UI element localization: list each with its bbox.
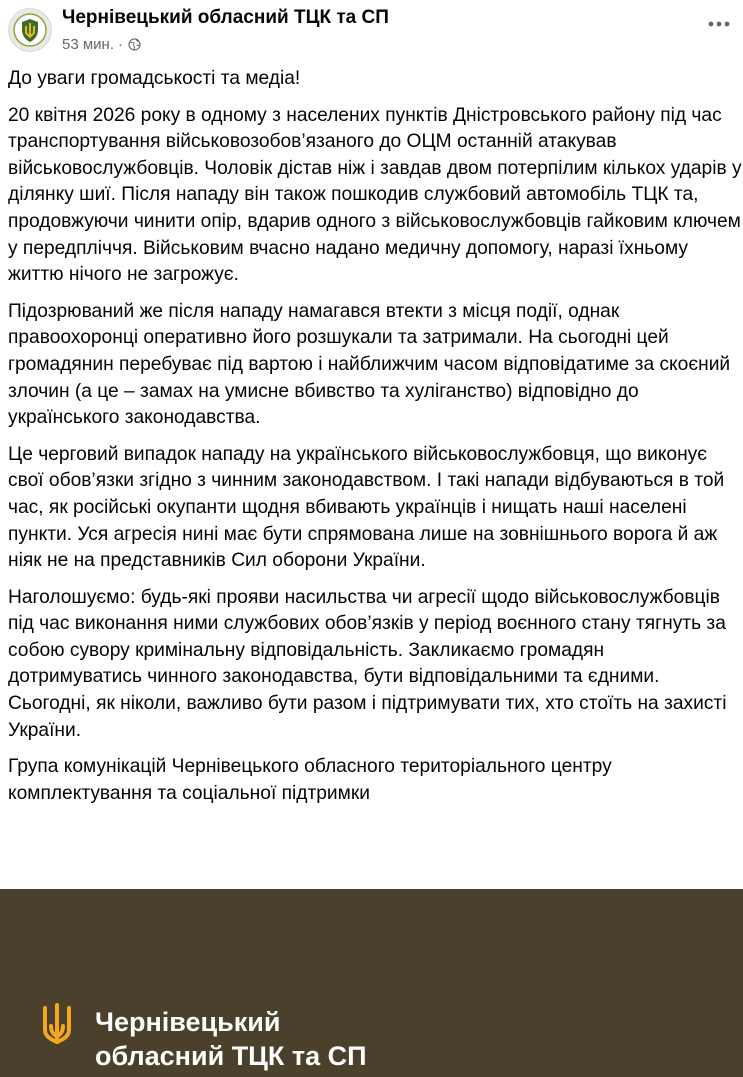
post-paragraph: Підозрюваний же після нападу намагався втекти з місця події, однак правоохоронці оперативно його розшукали та затримали. На сьогодні цей громадянин перебуває під вартою і найближчим часом відповідатиме за скоєний злочин (а це – замах на умисне вбивство та хуліганство) відповідно до українського законодавства. [8,300,731,429]
post-image-banner[interactable] [0,889,743,1077]
meta-separator: · [118,36,123,53]
banner-line-2: обласний ТЦК та СП [95,1041,367,1071]
page-name-link[interactable]: Чернівецький обласний ТЦК та СП [62,7,389,28]
post-paragraph: До уваги громадськості та медіа! [8,68,301,89]
post-paragraph: Група комунікацій Чернівецького обласного територіального центру комплектування та соціальної підтримки [8,756,612,804]
post-meta [62,36,141,53]
trident-icon [40,1002,74,1048]
more-options-button[interactable] [703,10,735,38]
page-avatar[interactable] [8,8,52,52]
banner-title [95,1005,367,1073]
post-paragraph: Наголошуємо: будь-які прояви насильства чи агресії щодо військовослужбовців під час виконання ними службових обов’язків у період воєнного стану тягнуть за собою сувору кримінальну відповідальність. Закликаємо громадян дотримуватись чинного законодавства, бути відповідальними та єдними. Сьогодні, як ніколи, важливо бути разом і підтримувати тих, хто стоїть на захисті України. [8,586,727,741]
trident-emblem-icon [13,13,47,47]
globe-icon[interactable] [128,38,141,51]
more-horizontal-icon [708,21,730,27]
post-timestamp[interactable]: 53 мин. [62,36,114,53]
post-paragraph: Це черговий випадок нападу на українського військовослужбовця, що виконує свої обов’язки згідно з чинним законодавством. І такі напади відбуваються в той час, як російські окупанти щодня вбивають українців і нищать наші населені пункти. Уся агресія нині має бути спрямована лише на зовнішнього ворога й аж ніяк не на представників Сил оборони України. [8,443,725,572]
post-header [0,0,743,62]
post-text [8,66,743,817]
post-paragraph: 20 квітня 2026 року в одному з населених пунктів Дністровського району під час транспортування військовозобов’язаного до ОЦМ останній атакував військовослужбовців. Чоловік дістав ніж і завдав двом потерпілим кількох ударів у ділянку шиї. Після нападу він також пошкодив службовий автомобіль ТЦК та, продовжуючи чинити опір, вдарив одного з військовослужбовців гайковим ключем у передпліччя. Військовим вчасно надано медичну допомогу, наразі їхньому життю нічого не загрожує. [8,104,742,286]
banner-line-1: Чернівецький [95,1007,281,1037]
